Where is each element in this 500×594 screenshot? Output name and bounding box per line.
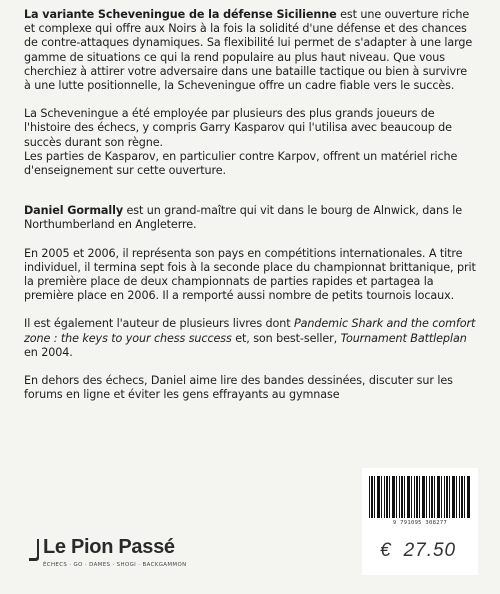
euro-symbol: € (380, 540, 392, 561)
author-paragraph-3 (24, 317, 476, 360)
intro-title: La variante Scheveningue de la défense Sicilienne (24, 8, 337, 21)
intro-text-1: est une ouverture riche et complexe qui offre aux Noirs à la fois la solidité d'une défense et des chances de contre-attaques dynamiques. Sa flexibilité lui permet de s'adapter à une large gamme de situations ce qui la rend populaire au plus haut niveau. Que vous cherchiez à attirer votre adversaire dans une bataille tactique ou bien à survivre à une lutte positionnelle, la Scheveningue offre un cadre fiable vers le succès. (24, 8, 473, 93)
pawn-icon (28, 538, 41, 562)
author-text-1: est un grand-maître qui vit dans le bourg de Alnwick, dans le Northumberland en Angleterre. (24, 204, 463, 232)
publisher-logo (28, 536, 218, 576)
back-cover-text (24, 8, 476, 416)
author-paragraph-1 (24, 204, 476, 232)
author-paragraph-4: En dehors des échecs, Daniel aime lire des bandes dessinées, discuter sur les forums en ligne et éviter les gens effrayants au gymnase (24, 374, 453, 402)
author-text-3a: Il est également l'auteur de plusieurs livres dont (24, 317, 294, 331)
publisher-tagline: ÉCHECS · GO · DAMES · SHOGI · BACKGAMMON (43, 562, 187, 568)
author-paragraph-2: En 2005 et 2006, il représenta son pays en compétitions internationales. A titre individuel, il termina sept fois à la seconde place du championnat brittanique, prit la première place de deux championnats de parties rapides et partagea la première place en 2006. Il a remporté aussi nombre de petits tournois locaux. (24, 246, 476, 303)
intro-paragraph-2: La Scheveningue a été employée par plusieurs des plus grands joueurs de l'histoire des échecs, y compris Garry Kasparov qui l'utilisa avec beaucoup de succès durant son règne. (24, 107, 452, 149)
intro-paragraph-1 (24, 8, 476, 93)
publisher-name: Le Pion Passé (43, 536, 175, 558)
price-value: 27.50 (403, 540, 457, 561)
barcode (369, 476, 471, 518)
isbn-number: 9 791095 308277 (392, 520, 448, 526)
author-text-3c: en 2004. (24, 345, 73, 359)
book-title-tournament-battleplan: Tournament Battleplan (340, 331, 467, 345)
author-name: Daniel Gormally (24, 204, 124, 218)
author-text-3b: et, son best-seller, (231, 331, 341, 345)
book-title-pandemic-shark: Pandemic Shark and the comfort zone : the keys to your chess success (24, 317, 476, 345)
barcode-sticker (362, 468, 478, 575)
price-label (380, 540, 456, 562)
intro-paragraph-3: Les parties de Kasparov, en particulier contre Karpov, offrent un matériel riche d'enseignement sur cette ouverture. (24, 149, 458, 178)
